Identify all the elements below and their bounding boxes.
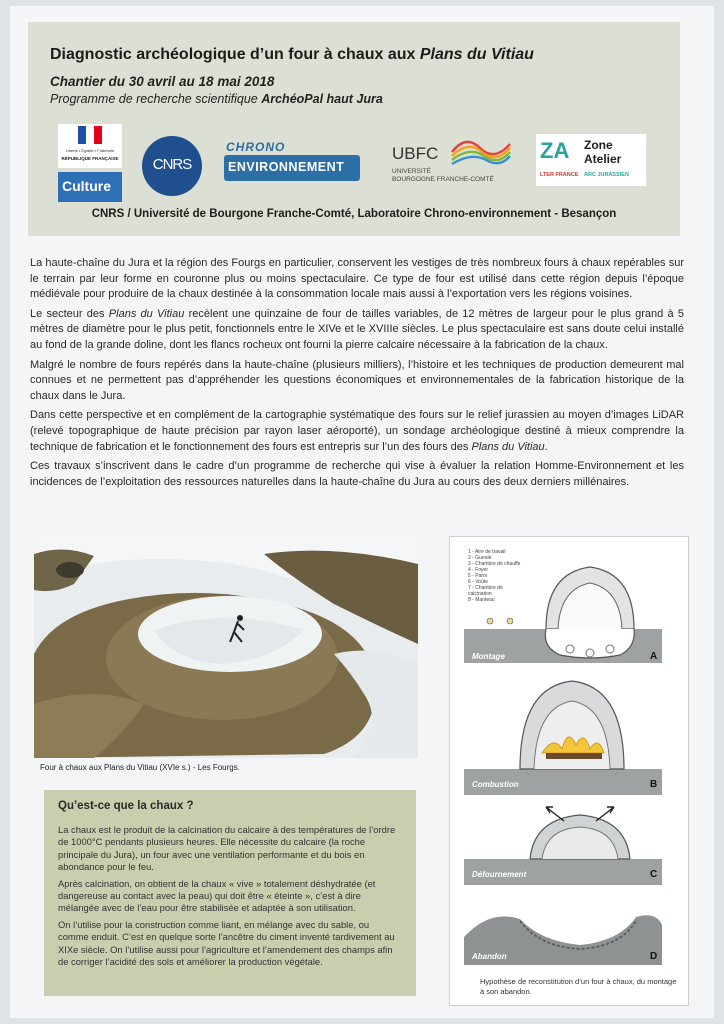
p4-text-a: Dans cette perspective et en complément de la cartographie systématique des fours sur le relief jurassien au moyen d’images LiDAR (relevé topographique de haute précision par rayon laser aéroporté), un sondage archéologique destiné à mieux comprendre la technique de fabrication et le fonctionnement des fours est entrepris sur l’un des fours des (30, 409, 684, 453)
culture-label: Culture (62, 178, 111, 194)
chaux-paragraph-3: On l’utilise pour la construction comme liant, en mélange avec du sable, ou comme enduit. C’est en quelque sorte l’ancêtre du ciment inventé tardivement au XIXe siècle. On l’utilise aussi pour l’agriculture et l’amendement des champs afin de corriger l’acidité des sols et améliorer la production végétale. (58, 918, 395, 968)
stage-name-montage: Montage (472, 652, 505, 661)
institutions-line: CNRS / Université de Bourgone Franche-Comté, Laboratoire Chrono-environnement - Besançon (91, 208, 617, 220)
photo-caption: Four à chaux aux Plans du Vitiau (XVIe s.) - Les Fourgs. (40, 763, 240, 772)
p4-emphasis: Plans du Vitiau (471, 440, 545, 453)
ubfc-logo (390, 132, 514, 192)
legend-item: 3 - Chambre de chauffe (468, 561, 521, 567)
chaux-paragraph-2: Après calcination, on obtient de la chaux « vive » totalement déshydratée (et dangereuse au contact avec la peau) qui doit être « éteinte », c’est à dire mélangée avec de l’eau pour être stabilisée et adaptée à son utilisation. (58, 877, 376, 914)
ubfc-waves-icon (450, 132, 512, 166)
legend-item: 1 - Aire de travail (468, 549, 506, 555)
stage-combustion (464, 681, 662, 795)
legend-item: 4 - Foyer (468, 567, 489, 573)
kiln-landscape-image (34, 534, 418, 758)
chrono-environnement-logo (224, 140, 362, 186)
legend-item: 5 - Paroi (468, 573, 487, 579)
programme-line (50, 92, 383, 106)
stage-letter-a: A (650, 651, 658, 662)
za-sub-left: LTER FRANCE (540, 172, 579, 178)
p2-text-a: Le secteur des (30, 307, 109, 320)
tricolor-flag-icon (78, 126, 102, 144)
body-text (30, 256, 684, 494)
chaux-text (58, 824, 400, 972)
zone-atelier-logo (536, 134, 646, 186)
programme-text: Programme de recherche scientifique (50, 92, 262, 106)
chrono-label: CHRONO (226, 140, 286, 154)
legend-item: 8 - Manteau (468, 597, 495, 603)
republique-label: RÉPUBLIQUE FRANÇAISE (61, 156, 119, 161)
za-sub-right: ARC JURASSIEN (584, 172, 629, 178)
ubfc-sub2: BOURGOGNE FRANCHE-COMTÉ (392, 176, 494, 183)
diagram-caption: Hypothèse de reconstitution d’un four à chaux, du montage à son abandon. (480, 977, 677, 996)
environnement-label: ENVIRONNEMENT (228, 160, 345, 174)
kiln-photo (34, 534, 418, 758)
legend-item: calcination (468, 591, 492, 597)
programme-name: ArchéoPal haut Jura (261, 92, 383, 106)
kiln-stages-illustration (450, 537, 688, 973)
stage-abandon (464, 915, 662, 965)
kiln-reconstruction-diagram (449, 536, 689, 1006)
paragraph-1: La haute-chaîne du Jura et la région des Fourgs en particulier, conservent les vestiges de très nombreux fours à chaux repérables sur le terrain par leur forme en couronne plus ou moins spectaculaire. Ce type de four est utilisé dans cette région depuis l’époque médiévale pour produire de la chaux destinée à la consommation locale mais aussi à l’exportation vers les régions voisines. (30, 257, 684, 301)
culture-logo (58, 172, 122, 202)
legend-item: 7 - Chambre de (468, 585, 503, 591)
republique-motto: Liberté • Égalité • Fraternité (65, 148, 115, 153)
stage-letter-b: B (650, 779, 658, 790)
chaux-info-box (44, 790, 416, 996)
paragraph-5: Ces travaux s’inscrivent dans le cadre d’un programme de recherche qui vise à évaluer la relation Homme-Environnement et les incidences de l’exploitation des ressources naturelles dans la haute-chaîne du Jura au cours des deux derniers millénaires. (30, 460, 684, 488)
stage-defournement (464, 807, 662, 885)
chantier-dates: Chantier du 30 avril au 18 mai 2018 (50, 74, 275, 89)
legend-item: 6 - Voûte (468, 579, 489, 585)
paragraph-4 (30, 408, 684, 455)
stage-name-abandon: Abandon (472, 952, 507, 961)
stage-montage (464, 567, 662, 663)
header-panel (28, 22, 680, 236)
stage-letter-c: C (650, 869, 658, 880)
cnrs-logo (142, 136, 202, 196)
za-mark: ZA (540, 138, 570, 163)
legend-item: 2 - Gueule (468, 555, 492, 561)
p4-text-b: . (544, 440, 548, 453)
za-title1: Zone (584, 138, 613, 152)
stage-name-defournement: Défournement (472, 870, 527, 879)
chaux-title: Qu’est-ce que la chaux ? (58, 800, 194, 812)
republique-francaise-logo (58, 124, 122, 168)
stage-letter-d: D (650, 951, 658, 962)
p2-text-b: recèlent une quinzaine de four de tailles variables, de 12 mètres de largeur pour le plus grand à 5 mètres de diamètre pour le plus petit, fonctionnels entre le XIVe et le XVIIIe siècles. Le plus spectaculaire est sans doute celui installé au fond de la grande doline, dont les flancs rocheux ont fourni la pierre calcaire nécessaire à la fabrication de la chaux. (30, 307, 685, 351)
poster-title (50, 46, 534, 64)
stage-name-combustion: Combustion (472, 780, 519, 789)
p2-emphasis: Plans du Vitiau (108, 307, 185, 320)
chaux-paragraph-1: La chaux est le produit de la calcination du calcaire à des températures de l’ordre de 1000°C pendants plusieurs heures. Elle nécessite du calcaire (la roche principale du Jura), un four avec une ventilation performante et du bois en abondance pour le feu. (58, 824, 396, 873)
ubfc-label: UBFC (392, 144, 439, 163)
paragraph-2 (30, 307, 684, 354)
paragraph-3: Malgré le nombre de fours repérés dans la haute-chaîne (plusieurs milliers), l’histoire et les techniques de production demeurent mal connues et ne permettent pas d’appréhender les questions économiques et environnementales de la fabrication historique de la chaux dans le Jura. (30, 358, 684, 402)
cnrs-label: CNRS (152, 156, 192, 173)
title-emphasis: Plans du Vitiau (419, 46, 534, 63)
title-text: Diagnostic archéologique d’un four à chaux aux (50, 46, 420, 63)
za-title2: Atelier (584, 152, 622, 166)
ubfc-sub1: UNIVERSITÉ (392, 168, 432, 175)
